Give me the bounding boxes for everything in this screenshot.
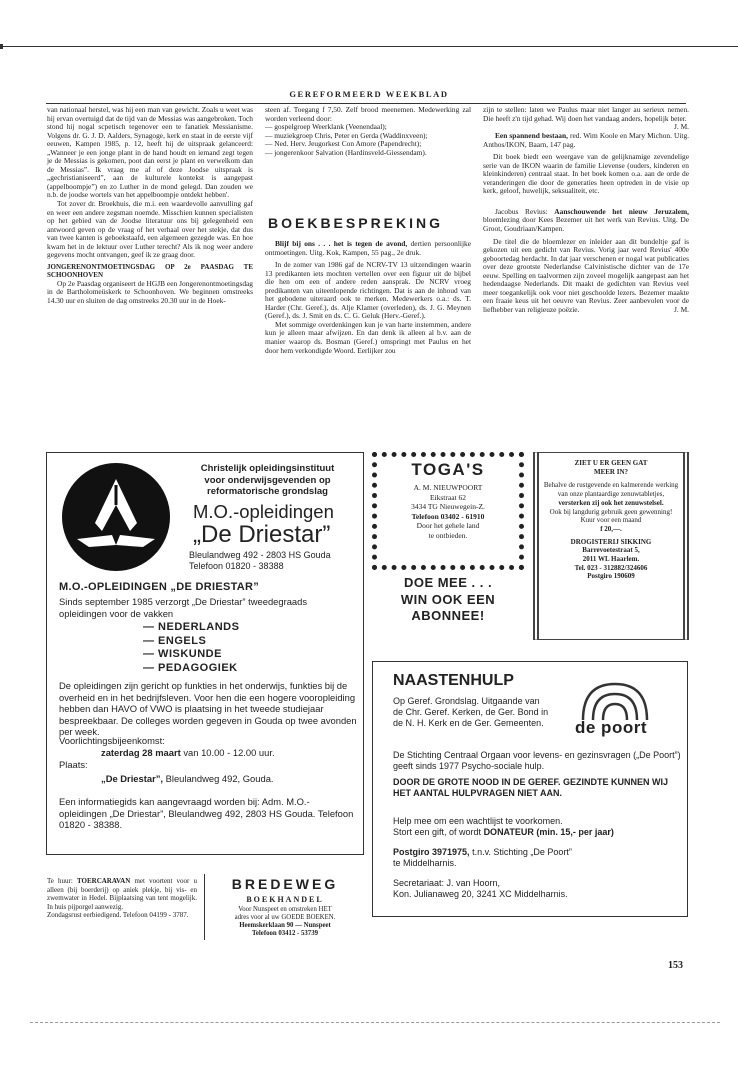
naastenhulp-p3: Help mee om een wachtlijst te voorkomen. Stort een gift, of wordt DONATEUR (min. 15,- per jaar) xyxy=(393,816,614,837)
subject-item: — NEDERLANDS xyxy=(143,621,240,633)
col1-paragraph-1: van nationaal herstel, was hij een man van gewicht. Zoals u weet was hij ervan overtuigd dat de tijd van de Messias was aangebroken. Toch stond hij nogal scpetisch tegenover een te fanatiek Messianisme. Volgens dr. G. J. D. Aalders, Synagoge, kerk en staat in de eerste vijf eeuwen, Kampen 1985, p. 12, heeft hij de uitspraak gelanceerd: „Wanneer je een jonge plant in de hand houdt en iemand zegt tegen je de Messias is gekomen, poot dan eerst je plant en verwelkom dan de Messias”. Ik vraag me af of deze Joodse uitspraak is „gechristianiseerd”, aan de kulturele kontekst is aangepast (appelboompje”) en zo Luther in de mond gelegd. Dan zouden we n.b. de joodse wortels van het appelboompje ontdekt hebben'. xyxy=(47,105,253,200)
col2-intro: steen af. Toegang f 7,50. Zelf brood meenemen. Medewerking zal worden verleend door: xyxy=(265,105,471,123)
driestar-name-1: M.O.-opleidingen xyxy=(193,501,334,522)
ad-togas xyxy=(372,452,524,570)
ad-sikking xyxy=(533,452,689,640)
signature: J. M. xyxy=(674,122,689,132)
col2-item: — Ned. Herv. Jeugorkest Con Amore (Papendrecht); xyxy=(265,139,422,149)
top-corner xyxy=(0,44,3,49)
page-number: 153 xyxy=(668,960,683,971)
col2-item: — gospelgroep Weerklank (Veenendaal); xyxy=(265,122,387,132)
driestar-address: Bleulandweg 492 - 2803 HS Gouda xyxy=(189,550,331,560)
col2-item: — jongerenkoor Salvation (Hardinsveld-Giessendam). xyxy=(265,147,427,157)
driestar-name-2: „De Driestar” xyxy=(193,521,331,548)
header-rule xyxy=(46,103,686,104)
book-info: dertien persoonlijke ontmoetingen. Uitg. Kok, Kampen, 55 pag., 2e druk. xyxy=(265,239,471,257)
book2-title: Een spannend bestaan, xyxy=(495,131,568,141)
driestar-org: Christelijk opleidingsinstituut voor onderwijsgevenden op reformatorische grondslag xyxy=(200,463,335,497)
naastenhulp-p2: DOOR DE GROTE NOOD IN DE GEREF. GEZINDTE KUNNEN WIJ HET AANTAL HULPVRAGEN NIET AAN. xyxy=(393,777,669,798)
col1-paragraph-3: Op 2e Paasdag organiseert de HGJB een Jongerenontmoetingsdag in de Bartholomeüskerk te Schoonhoven. We beginnen omstreeks 14.30 uur en sluiten de dag omstreeks 20.30 uur in de Hoek- xyxy=(47,278,253,306)
col2-item: — muziekgroep Chris, Peter en Gerda (Waddinxveen); xyxy=(265,130,428,140)
driestar-heading: M.O.-OPLEIDINGEN „DE DRIESTAR” xyxy=(59,581,260,593)
naastenhulp-giro: Postgiro 3971975, t.n.v. Stichting „De Poort” te Middelharnis. xyxy=(393,847,572,868)
driestar-place-label: Plaats: xyxy=(59,759,88,770)
driestar-place: „De Driestar”, Bleulandweg 492, Gouda. xyxy=(101,773,274,784)
driestar-logo-icon xyxy=(57,461,175,573)
driestar-info: zaterdag 28 maart van 10.00 - 12.00 uur. xyxy=(101,747,275,758)
ad-bredeweg xyxy=(204,874,365,940)
togas-title: TOGA'S xyxy=(411,460,485,479)
bottom-border xyxy=(30,1022,720,1023)
sikking-content: ZIET U ER GEEN GAT MEER IN? Behalve de rustgevende en kalmerende werking van onze plantaardige zenuwtabletjes, versterken zij ook het zenuwstelsel. Ook bij langdurig gebruik geen gewenning! Kuur voor een maand f 20,—. DROGISTERIJ SIKKING Barrevoetestraat 5, 2011 WL Haarlem. Tel. 023 - 312882/324606 Postgiro 190609 xyxy=(543,459,679,581)
col3-paragraph-2: Dit boek biedt een weergave van de gelijknamige zevendelige serie van de IKON waarin de familie Lievense (ouders, kinderen en kleinkinderen) centraal staat. In het boek komen o.a. aan de orde de veranderingen die door de generaties heen optreden in de visie op kerk, geloof, huwelijk, seksualiteit, etc. xyxy=(483,152,689,196)
col1-subhead: JONGERENONTMOETINGSDAG OP 2e PAASDAG TE SCHOONHOVEN xyxy=(47,262,253,280)
driestar-phone: Telefoon 01820 - 38388 xyxy=(189,561,284,571)
naastenhulp-intro: Op Geref. Grondslag. Uitgaande van de Chr. Geref. Kerken, de Ger. Bond in de N. H. Kerk en de Ger. Gemeenten. xyxy=(393,696,549,728)
col3-paragraph-1: zijn te stellen: laten we Paulus maar niet langer au serieux nemen. Die heeft z'n tijd gehad. Wij doen het vandaag anders, hopelijk beter. xyxy=(483,105,689,123)
ad-naastenhulp xyxy=(372,661,688,917)
book3-author: Jacobus Revius: xyxy=(495,206,548,216)
col1-paragraph-2: Tot zover dr. Broekhuis, die m.i. een waardevolle aanvulling gaf en weer een andere zegsman noemde. Misschien kunnen specialisten op het gebied van de Joodse literatuur ons bij gelegenheid een antwoord geven op de vraag of het verhaal over het stekje, dat dus van twee kanten is geboekstaafd, een algemeen gezegde was. En hoe kwam het in de lektuur over Luther terecht? Als ik nog weer andere gegevens mocht ontvangen, geef ik ze graag door. xyxy=(47,199,253,260)
naastenhulp-p1: De Stichting Centraal Orgaan voor levens- en gezinsvragen („De Poort”) geeft sinds 1977 Psycho-sociale hulp. xyxy=(393,750,681,771)
subject-item: — WISKUNDE xyxy=(143,648,222,660)
de-poort-logo-text: de poort xyxy=(575,718,647,737)
col2-paragraph-2: Met sommige overdenkingen kun je van harte instemmen, andere kun je alleen maar afwijzen. En dan denk ik alleen al b.v. aan de manier waarop ds. Bosman (Geref.) omspringt met Paulus en het door hem verkondigde Woord. Eerlijker zou xyxy=(265,319,471,355)
driestar-footer: Een informatiegids kan aangevraagd worden bij: Adm. M.O.-opleidingen „De Driestar”, Bleulandweg 492, 2803 HS Gouda. Telefoon 01820 - 38388. xyxy=(59,796,354,830)
column-3 xyxy=(483,106,689,314)
driestar-info-label: Voorlichtingsbijeenkomst: xyxy=(59,735,165,746)
column-2-review xyxy=(265,240,471,355)
book3-title: Aanschouwende het nieuw Jeruzalem, xyxy=(554,206,689,216)
naastenhulp-secretariat: Secretariaat: J. van Hoorn, Kon. Julianaweg 20, 3241 XC Middelharnis. xyxy=(393,878,568,899)
col3-paragraph-3: De titel die de bloemlezer en inleider aan dit bundeltje gaf is gekozen uit een gedicht van Revius. Vorig jaar werd Revius' 400e geboortedag herdacht. In dat jaar verschenen er nogal wat publicaties over deze grootste Nederlandse Calvinistische dichter van de 17e eeuw. Spelling en taalvormen zijn zoveel mogelijk aangepast aan het hedendaagse Nederlands. Dit maakt de gedichten van Revius veel meer toegankelijk ook voor niet geschoolde lezers. Bezemer maakte een fraaie keus uit het oeuvre van Revius. Zeer aanbevolen voor de liefhebber van religieuze poëzie. xyxy=(483,236,689,314)
ad-driestar xyxy=(46,452,364,855)
signature: J. M. xyxy=(674,304,689,314)
subject-item: — PEDAGOGIEK xyxy=(143,661,238,674)
section-title-boekbespreking: BOEKBESPREKING xyxy=(268,215,444,231)
top-border xyxy=(0,46,738,47)
ad-abonnee: DOE MEE . . . WIN OOK EEN ABONNEE! xyxy=(400,575,496,623)
bredeweg-title: BREDEWEG xyxy=(231,876,339,892)
bredeweg-subtitle: BOEKHANDEL xyxy=(246,895,324,904)
ad-caravan: Te huur: TOERCARAVAN met voortent voor u alleen (bij boerderij) op aniek plekje, bij vis- en zwemwater in Hedel. Bijplaatsing van tent mogelijk. In huis pijporgel aanwezig. Zondagsrust eerbiedigend. Telefoon 04199 - 3787. xyxy=(47,877,198,919)
column-1 xyxy=(47,106,253,306)
bredeweg-details: Voor Nunspeet en omstreken HET adres voor al uw GOEDE BOEKEN. Heemskerklaan 90 — Nunspeet Telefoon 03412 - 53739 xyxy=(234,906,336,937)
driestar-subjects xyxy=(143,621,239,675)
col2-paragraph-1: In de zomer van 1986 gaf de NCRV-TV 13 uitzendingen waarin 13 predikanten iets mochten vertellen over een figuur uit de bijbel die hen om een of andere reden aansprak. De NCRV vroeg predikanten van uiteenlopende richtingen. Dat is aan de inhoud van het gebodene uiteraard ook te merken. Medewerkers o.a.: ds. T. Harder (Chr. Geref.), ds. Alje Klamer (overleden), ds. J. G. Meynen (Geref.), ds. J. Smit en ds. C. G. Geluk (Herv.-Geref.). xyxy=(265,260,471,321)
subject-item: — ENGELS xyxy=(143,634,207,647)
driestar-intro: Sinds september 1985 verzorgt „De Driestar” tweedegraads opleidingen voor de vakken xyxy=(59,596,308,619)
page-header: GEREFORMEERD WEEKBLAD xyxy=(289,89,449,99)
naastenhulp-title: NAASTENHULP xyxy=(393,672,514,689)
column-2 xyxy=(265,106,471,157)
driestar-body: De opleidingen zijn gericht op funkties in het onderwijs, funkties bij de overheid en in het bedrijfsleven. Voor hen die een hogere vooropleiding hebben dan HAVO of VWO is plaatsing in het tweede studiejaar bespreekbaar. De colleges worden gegeven in Gouda op twee avonden per week. xyxy=(59,680,357,737)
togas-details: A. M. NIEUWPOORT Eikstraat 62 3434 TG Nieuwegein-Z. Telefoon 03402 - 61910 Door het gehele land te ontbieden. xyxy=(411,483,485,540)
book2-info: red. Wim Koole en Mary Michon. Uitg. Anthos/IKON, Baarn, 147 pag. xyxy=(483,131,689,149)
book-title: Blijf bij ons . . . het is tegen de avond, xyxy=(275,239,408,248)
book3-info: bloemlezing door Kees Bezemer uit het werk van Revius. Uitg. De Groot, Goudriaan/Kampen. xyxy=(483,215,689,234)
